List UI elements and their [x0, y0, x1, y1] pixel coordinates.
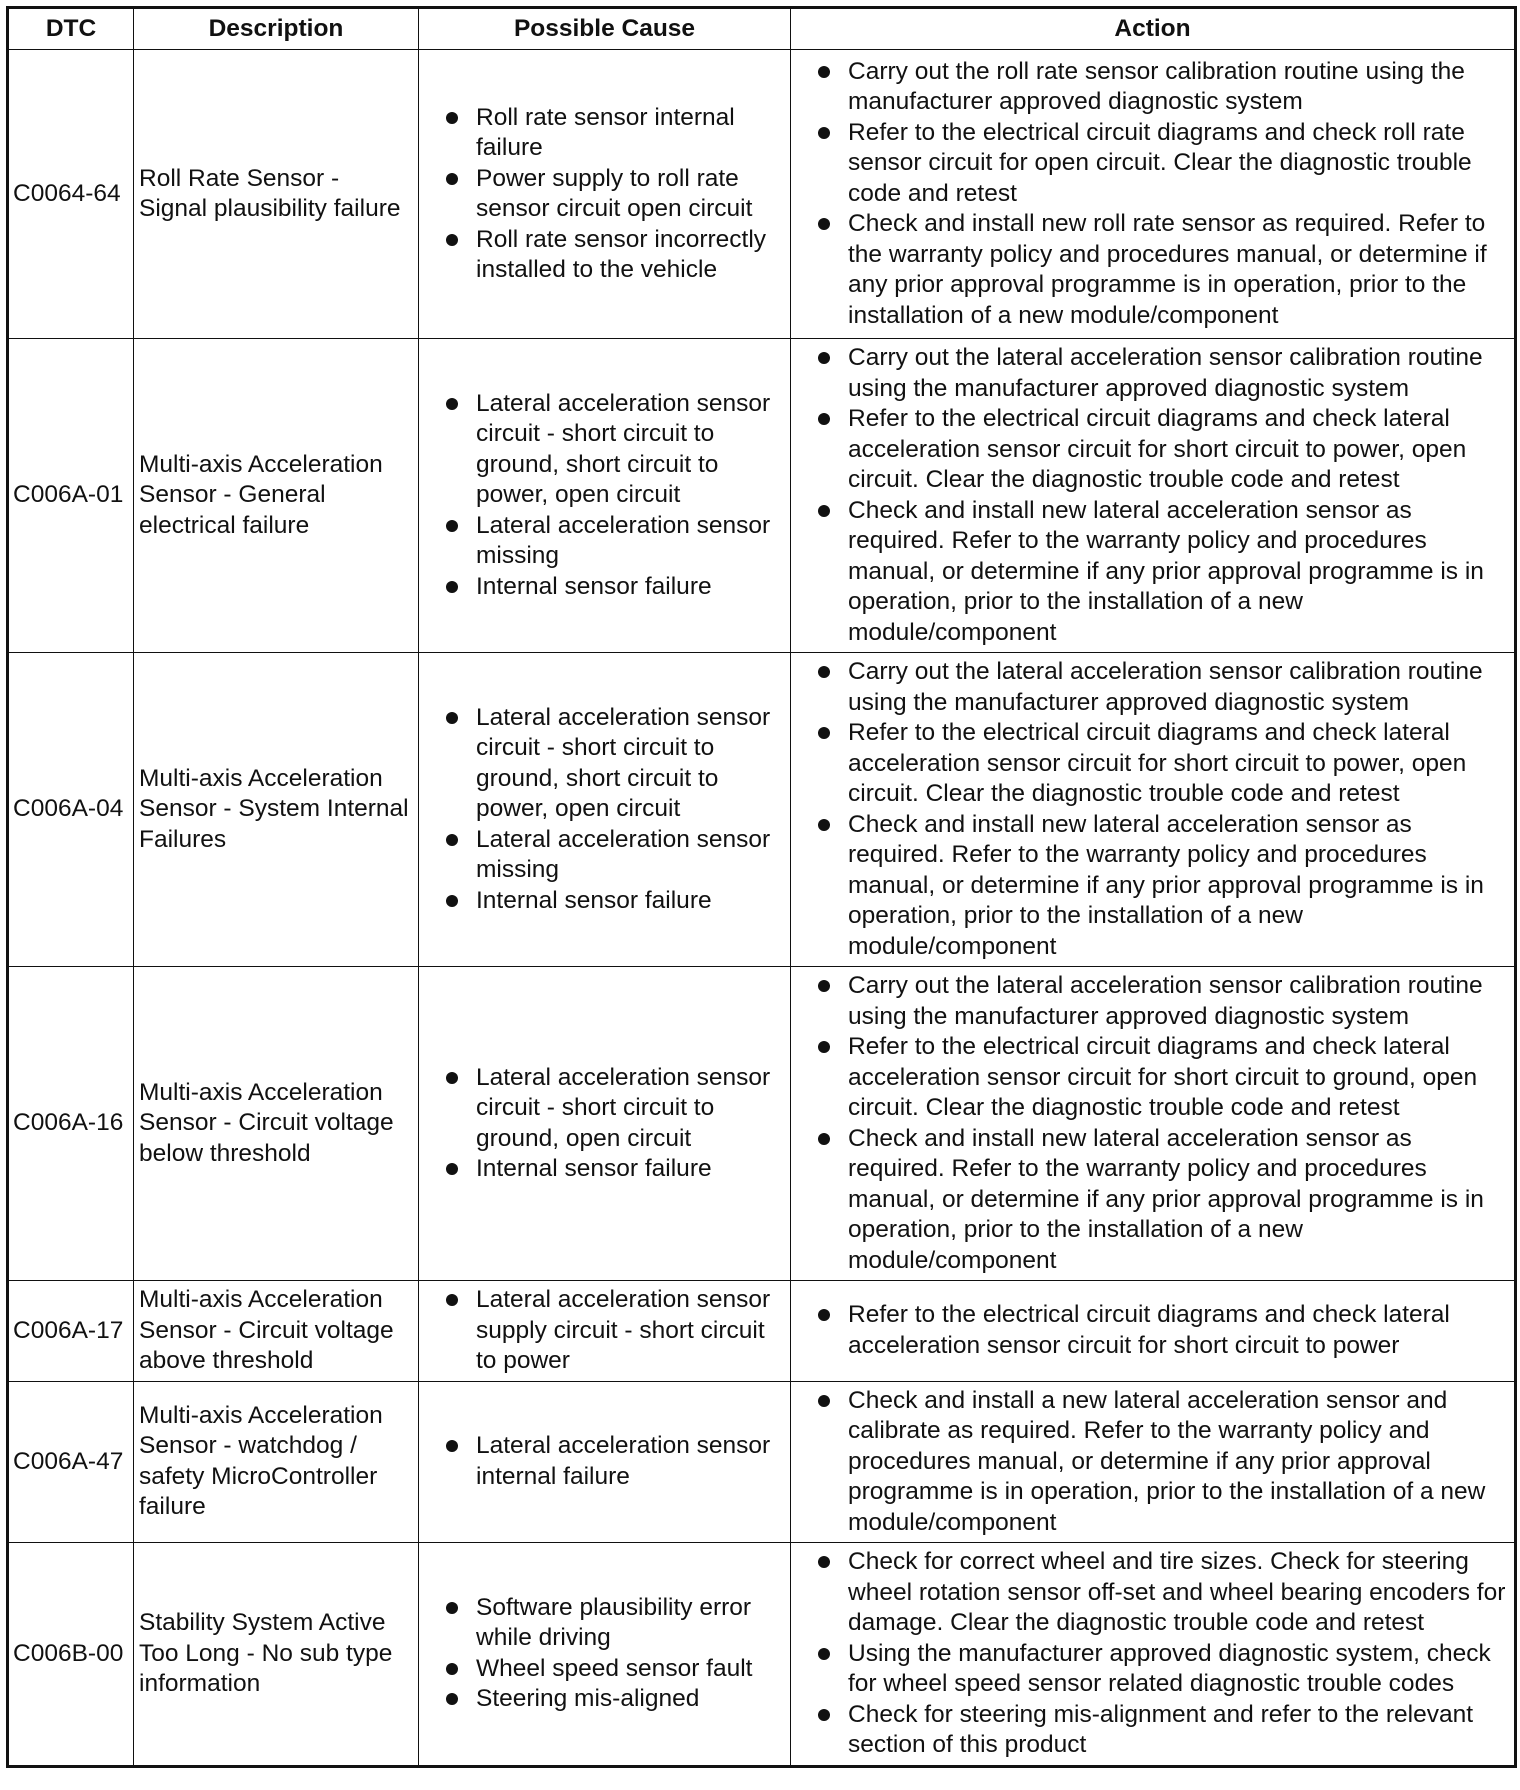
cause-item: Lateral acceleration sensor internal failure — [424, 1431, 786, 1492]
action-item: Carry out the lateral acceleration sensor calibration routine using the manufacturer approved diagnostic system — [796, 657, 1510, 718]
possible-cause-cell — [419, 967, 791, 1281]
dtc-code: C006A-04 — [8, 653, 134, 967]
table-body — [8, 50, 1516, 1767]
table-row — [8, 1381, 1516, 1543]
action-cell — [791, 653, 1516, 967]
action-item: Using the manufacturer approved diagnostic system, check for wheel speed sensor related diagnostic trouble codes — [796, 1639, 1510, 1700]
action-cell — [791, 339, 1516, 653]
action-item: Carry out the lateral acceleration sensor calibration routine using the manufacturer approved diagnostic system — [796, 971, 1510, 1032]
possible-cause-cell — [419, 50, 791, 339]
action-item: Refer to the electrical circuit diagrams and check lateral acceleration sensor circuit for short circuit to ground, open circuit. Clear the diagnostic trouble code and retest — [796, 1032, 1510, 1124]
possible-cause-cell — [419, 1281, 791, 1382]
header-possible-cause: Possible Cause — [419, 8, 791, 50]
cause-item: Roll rate sensor incorrectly installed to the vehicle — [424, 225, 786, 286]
cause-item: Lateral acceleration sensor circuit - short circuit to ground, open circuit — [424, 1063, 786, 1155]
action-item: Refer to the electrical circuit diagrams and check lateral acceleration sensor circuit for short circuit to power — [796, 1300, 1510, 1361]
table-row — [8, 50, 1516, 339]
dtc-description: Roll Rate Sensor - Signal plausibility failure — [134, 50, 419, 339]
cause-item: Software plausibility error while driving — [424, 1593, 786, 1654]
dtc-code: C0064-64 — [8, 50, 134, 339]
action-cell — [791, 50, 1516, 339]
dtc-code: C006B-00 — [8, 1543, 134, 1767]
possible-cause-cell — [419, 339, 791, 653]
dtc-description: Multi-axis Acceleration Sensor - System Internal Failures — [134, 653, 419, 967]
action-list — [796, 1386, 1510, 1539]
cause-item: Lateral acceleration sensor missing — [424, 511, 786, 572]
dtc-code: C006A-17 — [8, 1281, 134, 1382]
cause-item: Roll rate sensor internal failure — [424, 103, 786, 164]
cause-list — [424, 1063, 786, 1185]
cause-list — [424, 103, 786, 286]
table-header-row — [8, 8, 1516, 50]
cause-item: Steering mis-aligned — [424, 1684, 786, 1715]
action-cell — [791, 967, 1516, 1281]
cause-item: Internal sensor failure — [424, 572, 786, 603]
cause-list — [424, 389, 786, 603]
cause-item: Lateral acceleration sensor circuit - short circuit to ground, short circuit to power, open circuit — [424, 389, 786, 511]
header-action: Action — [791, 8, 1516, 50]
dtc-code: C006A-01 — [8, 339, 134, 653]
cause-list — [424, 1431, 786, 1492]
header-description: Description — [134, 8, 419, 50]
action-list — [796, 1300, 1510, 1361]
action-item: Check for steering mis-alignment and refer to the relevant section of this product — [796, 1700, 1510, 1761]
cause-item: Power supply to roll rate sensor circuit open circuit — [424, 164, 786, 225]
dtc-description: Multi-axis Acceleration Sensor - Circuit voltage above threshold — [134, 1281, 419, 1382]
dtc-description: Multi-axis Acceleration Sensor - Circuit voltage below threshold — [134, 967, 419, 1281]
dtc-description: Stability System Active Too Long - No sub type information — [134, 1543, 419, 1767]
action-cell — [791, 1543, 1516, 1767]
action-item: Check and install new roll rate sensor as required. Refer to the warranty policy and procedures manual, or determine if any prior approval programme is in operation, prior to the installation of a new module/component — [796, 209, 1510, 331]
table-row — [8, 967, 1516, 1281]
dtc-description: Multi-axis Acceleration Sensor - General electrical failure — [134, 339, 419, 653]
action-list — [796, 657, 1510, 962]
table-row — [8, 339, 1516, 653]
cause-item: Lateral acceleration sensor circuit - short circuit to ground, short circuit to power, open circuit — [424, 703, 786, 825]
possible-cause-cell — [419, 1543, 791, 1767]
action-item: Refer to the electrical circuit diagrams and check roll rate sensor circuit for open circuit. Clear the diagnostic trouble code and retest — [796, 118, 1510, 210]
action-item: Check and install new lateral acceleration sensor as required. Refer to the warranty policy and procedures manual, or determine if any prior approval programme is in operation, prior to the installation of a new module/component — [796, 496, 1510, 649]
action-item: Check and install a new lateral acceleration sensor and calibrate as required. Refer to the warranty policy and procedures manual, or determine if any prior approval programme is in operation, prior to the installation of a new module/component — [796, 1386, 1510, 1539]
cause-list — [424, 703, 786, 917]
cause-item: Internal sensor failure — [424, 886, 786, 917]
table-row — [8, 1281, 1516, 1382]
action-cell — [791, 1381, 1516, 1543]
action-item: Carry out the lateral acceleration sensor calibration routine using the manufacturer approved diagnostic system — [796, 343, 1510, 404]
action-list — [796, 343, 1510, 648]
action-item: Refer to the electrical circuit diagrams and check lateral acceleration sensor circuit for short circuit to power, open circuit. Clear the diagnostic trouble code and retest — [796, 404, 1510, 496]
action-item: Check and install new lateral acceleration sensor as required. Refer to the warranty policy and procedures manual, or determine if any prior approval programme is in operation, prior to the installation of a new module/component — [796, 1124, 1510, 1277]
action-item: Check and install new lateral acceleration sensor as required. Refer to the warranty policy and procedures manual, or determine if any prior approval programme is in operation, prior to the installation of a new module/component — [796, 810, 1510, 963]
action-list — [796, 971, 1510, 1276]
cause-list — [424, 1593, 786, 1715]
action-list — [796, 1547, 1510, 1761]
table-row — [8, 653, 1516, 967]
action-cell — [791, 1281, 1516, 1382]
dtc-code: C006A-16 — [8, 967, 134, 1281]
possible-cause-cell — [419, 1381, 791, 1543]
dtc-description: Multi-axis Acceleration Sensor - watchdog / safety MicroController failure — [134, 1381, 419, 1543]
header-dtc: DTC — [8, 8, 134, 50]
dtc-code: C006A-47 — [8, 1381, 134, 1543]
action-item: Carry out the roll rate sensor calibration routine using the manufacturer approved diagnostic system — [796, 57, 1510, 118]
table-row — [8, 1543, 1516, 1767]
cause-item: Lateral acceleration sensor missing — [424, 825, 786, 886]
cause-item: Lateral acceleration sensor supply circuit - short circuit to power — [424, 1285, 786, 1377]
possible-cause-cell — [419, 653, 791, 967]
cause-item: Internal sensor failure — [424, 1154, 786, 1185]
dtc-table — [6, 6, 1517, 1768]
cause-item: Wheel speed sensor fault — [424, 1654, 786, 1685]
action-item: Refer to the electrical circuit diagrams and check lateral acceleration sensor circuit for short circuit to power, open circuit. Clear the diagnostic trouble code and retest — [796, 718, 1510, 810]
cause-list — [424, 1285, 786, 1377]
action-item: Check for correct wheel and tire sizes. Check for steering wheel rotation sensor off-set and wheel bearing encoders for damage. Clear the diagnostic trouble code and retest — [796, 1547, 1510, 1639]
action-list — [796, 57, 1510, 332]
